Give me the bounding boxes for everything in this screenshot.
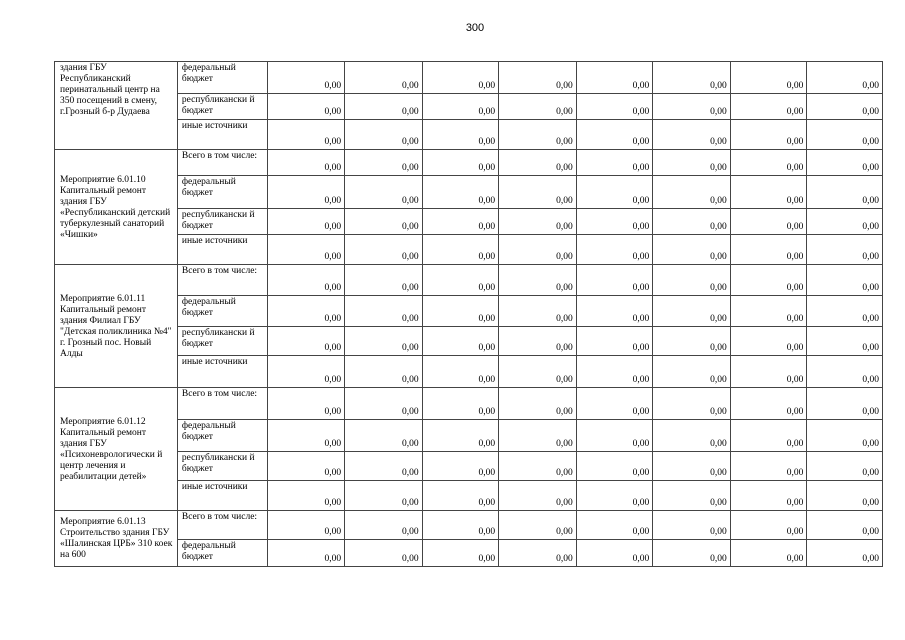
funding-source-cell: республикански й бюджет [177,209,267,235]
amount-cell: 0,00 [422,176,499,209]
funding-source-cell: Всего в том числе: [177,388,267,420]
amount-cell: 0,00 [499,356,577,388]
amount-cell: 0,00 [653,388,731,420]
amount-cell: 0,00 [653,235,731,265]
amount-cell: 0,00 [730,388,807,420]
amount-cell: 0,00 [422,296,499,327]
funding-source-cell: иные источники [177,235,267,265]
amount-cell: 0,00 [267,265,345,296]
amount-cell: 0,00 [576,209,653,235]
amount-cell: 0,00 [653,481,731,511]
amount-cell: 0,00 [576,265,653,296]
amount-cell: 0,00 [576,235,653,265]
amount-cell: 0,00 [345,120,423,150]
amount-cell: 0,00 [422,62,499,94]
amount-cell: 0,00 [807,452,883,481]
amount-cell: 0,00 [345,481,423,511]
amount-cell: 0,00 [267,388,345,420]
amount-cell: 0,00 [499,511,577,540]
amount-cell: 0,00 [730,209,807,235]
amount-cell: 0,00 [653,356,731,388]
funding-source-cell: федеральный бюджет [177,420,267,452]
amount-cell: 0,00 [653,511,731,540]
amount-cell: 0,00 [807,296,883,327]
table-row [55,265,883,296]
funding-source-cell: Всего в том числе: [177,265,267,296]
amount-cell: 0,00 [267,209,345,235]
amount-cell: 0,00 [422,388,499,420]
amount-cell: 0,00 [576,94,653,120]
amount-cell: 0,00 [499,481,577,511]
amount-cell: 0,00 [267,481,345,511]
amount-cell: 0,00 [267,62,345,94]
funding-source-cell: федеральный бюджет [177,296,267,327]
amount-cell: 0,00 [267,150,345,176]
amount-cell: 0,00 [345,420,423,452]
event-name-cell: Мероприятие 6.01.10 Капитальный ремонт здания ГБУ «Республиканский детский туберкулезный санаторий «Чишки» [55,150,178,265]
event-name-cell: Мероприятие 6.01.12 Капитальный ремонт здания ГБУ «Психоневрологически й центр лечения и реабилитации детей» [55,388,178,511]
amount-cell: 0,00 [345,452,423,481]
amount-cell: 0,00 [499,62,577,94]
table-row [55,452,883,481]
amount-cell: 0,00 [267,420,345,452]
amount-cell: 0,00 [576,327,653,356]
amount-cell: 0,00 [576,150,653,176]
amount-cell: 0,00 [730,94,807,120]
amount-cell: 0,00 [730,420,807,452]
funding-source-cell: республикански й бюджет [177,94,267,120]
amount-cell: 0,00 [422,481,499,511]
amount-cell: 0,00 [576,540,653,567]
amount-cell: 0,00 [576,452,653,481]
amount-cell: 0,00 [807,235,883,265]
amount-cell: 0,00 [653,452,731,481]
amount-cell: 0,00 [499,120,577,150]
event-name-cell: Мероприятие 6.01.11 Капитальный ремонт здания Филиал ГБУ "Детская поликлиника №4" г. Грозный пос. Новый Алды [55,265,178,388]
amount-cell: 0,00 [730,62,807,94]
amount-cell: 0,00 [653,62,731,94]
amount-cell: 0,00 [267,120,345,150]
table-row [55,120,883,150]
amount-cell: 0,00 [267,176,345,209]
event-name-cell: здания ГБУ Республиканский перинатальный центр на 350 посещений в смену, г.Грозный б-р Дудаева [55,62,178,150]
table-row [55,176,883,209]
amount-cell: 0,00 [576,120,653,150]
amount-cell: 0,00 [730,481,807,511]
funding-source-cell: федеральный бюджет [177,540,267,567]
amount-cell: 0,00 [267,327,345,356]
funding-source-cell: республикански й бюджет [177,327,267,356]
amount-cell: 0,00 [499,209,577,235]
amount-cell: 0,00 [807,511,883,540]
amount-cell: 0,00 [807,209,883,235]
amount-cell: 0,00 [345,327,423,356]
amount-cell: 0,00 [422,327,499,356]
amount-cell: 0,00 [576,356,653,388]
amount-cell: 0,00 [730,176,807,209]
funding-source-cell: федеральный бюджет [177,176,267,209]
amount-cell: 0,00 [267,235,345,265]
amount-cell: 0,00 [499,94,577,120]
table-body [55,62,883,567]
amount-cell: 0,00 [730,150,807,176]
amount-cell: 0,00 [345,150,423,176]
amount-cell: 0,00 [267,511,345,540]
amount-cell: 0,00 [653,150,731,176]
amount-cell: 0,00 [267,540,345,567]
amount-cell: 0,00 [345,209,423,235]
budget-table [54,61,883,567]
amount-cell: 0,00 [653,265,731,296]
amount-cell: 0,00 [576,420,653,452]
amount-cell: 0,00 [422,150,499,176]
amount-cell: 0,00 [807,176,883,209]
table-row [55,481,883,511]
funding-source-cell: Всего в том числе: [177,150,267,176]
amount-cell: 0,00 [730,120,807,150]
amount-cell: 0,00 [576,388,653,420]
amount-cell: 0,00 [499,235,577,265]
amount-cell: 0,00 [653,327,731,356]
amount-cell: 0,00 [807,150,883,176]
amount-cell: 0,00 [499,388,577,420]
table-row [55,62,883,94]
amount-cell: 0,00 [653,420,731,452]
amount-cell: 0,00 [499,176,577,209]
amount-cell: 0,00 [345,62,423,94]
amount-cell: 0,00 [807,120,883,150]
amount-cell: 0,00 [422,511,499,540]
amount-cell: 0,00 [345,540,423,567]
funding-source-cell: иные источники [177,481,267,511]
amount-cell: 0,00 [730,511,807,540]
amount-cell: 0,00 [422,452,499,481]
amount-cell: 0,00 [422,94,499,120]
amount-cell: 0,00 [422,356,499,388]
table-row [55,356,883,388]
amount-cell: 0,00 [576,296,653,327]
amount-cell: 0,00 [345,176,423,209]
table-row [55,235,883,265]
amount-cell: 0,00 [422,420,499,452]
page-number: 300 [465,22,485,34]
amount-cell: 0,00 [653,296,731,327]
amount-cell: 0,00 [345,388,423,420]
amount-cell: 0,00 [653,209,731,235]
amount-cell: 0,00 [576,511,653,540]
amount-cell: 0,00 [345,265,423,296]
table-row [55,511,883,540]
amount-cell: 0,00 [267,452,345,481]
amount-cell: 0,00 [730,540,807,567]
amount-cell: 0,00 [807,540,883,567]
event-name-cell: Мероприятие 6.01.13 Строительство здания ГБУ «Шалинская ЦРБ» 310 коек на 600 [55,511,178,567]
amount-cell: 0,00 [807,327,883,356]
amount-cell: 0,00 [730,235,807,265]
table-row [55,420,883,452]
amount-cell: 0,00 [499,420,577,452]
amount-cell: 0,00 [576,62,653,94]
table-row [55,209,883,235]
amount-cell: 0,00 [267,356,345,388]
amount-cell: 0,00 [807,265,883,296]
amount-cell: 0,00 [499,327,577,356]
amount-cell: 0,00 [653,540,731,567]
amount-cell: 0,00 [807,94,883,120]
amount-cell: 0,00 [807,388,883,420]
amount-cell: 0,00 [653,94,731,120]
table-row [55,540,883,567]
amount-cell: 0,00 [422,120,499,150]
amount-cell: 0,00 [499,265,577,296]
funding-source-cell: иные источники [177,356,267,388]
amount-cell: 0,00 [422,235,499,265]
funding-source-cell: иные источники [177,120,267,150]
amount-cell: 0,00 [345,296,423,327]
amount-cell: 0,00 [345,356,423,388]
amount-cell: 0,00 [653,120,731,150]
funding-source-cell: федеральный бюджет [177,62,267,94]
amount-cell: 0,00 [422,265,499,296]
amount-cell: 0,00 [499,296,577,327]
amount-cell: 0,00 [807,62,883,94]
table-row [55,94,883,120]
amount-cell: 0,00 [730,356,807,388]
amount-cell: 0,00 [422,209,499,235]
amount-cell: 0,00 [730,265,807,296]
amount-cell: 0,00 [499,150,577,176]
table-row [55,150,883,176]
table-row [55,327,883,356]
amount-cell: 0,00 [807,481,883,511]
amount-cell: 0,00 [807,420,883,452]
amount-cell: 0,00 [499,452,577,481]
funding-source-cell: республикански й бюджет [177,452,267,481]
amount-cell: 0,00 [267,94,345,120]
funding-source-cell: Всего в том числе: [177,511,267,540]
amount-cell: 0,00 [576,176,653,209]
amount-cell: 0,00 [730,327,807,356]
table-row [55,388,883,420]
amount-cell: 0,00 [576,481,653,511]
amount-cell: 0,00 [499,540,577,567]
table-row [55,296,883,327]
amount-cell: 0,00 [267,296,345,327]
amount-cell: 0,00 [730,452,807,481]
amount-cell: 0,00 [345,235,423,265]
amount-cell: 0,00 [345,94,423,120]
amount-cell: 0,00 [422,540,499,567]
amount-cell: 0,00 [345,511,423,540]
amount-cell: 0,00 [653,176,731,209]
amount-cell: 0,00 [730,296,807,327]
amount-cell: 0,00 [807,356,883,388]
